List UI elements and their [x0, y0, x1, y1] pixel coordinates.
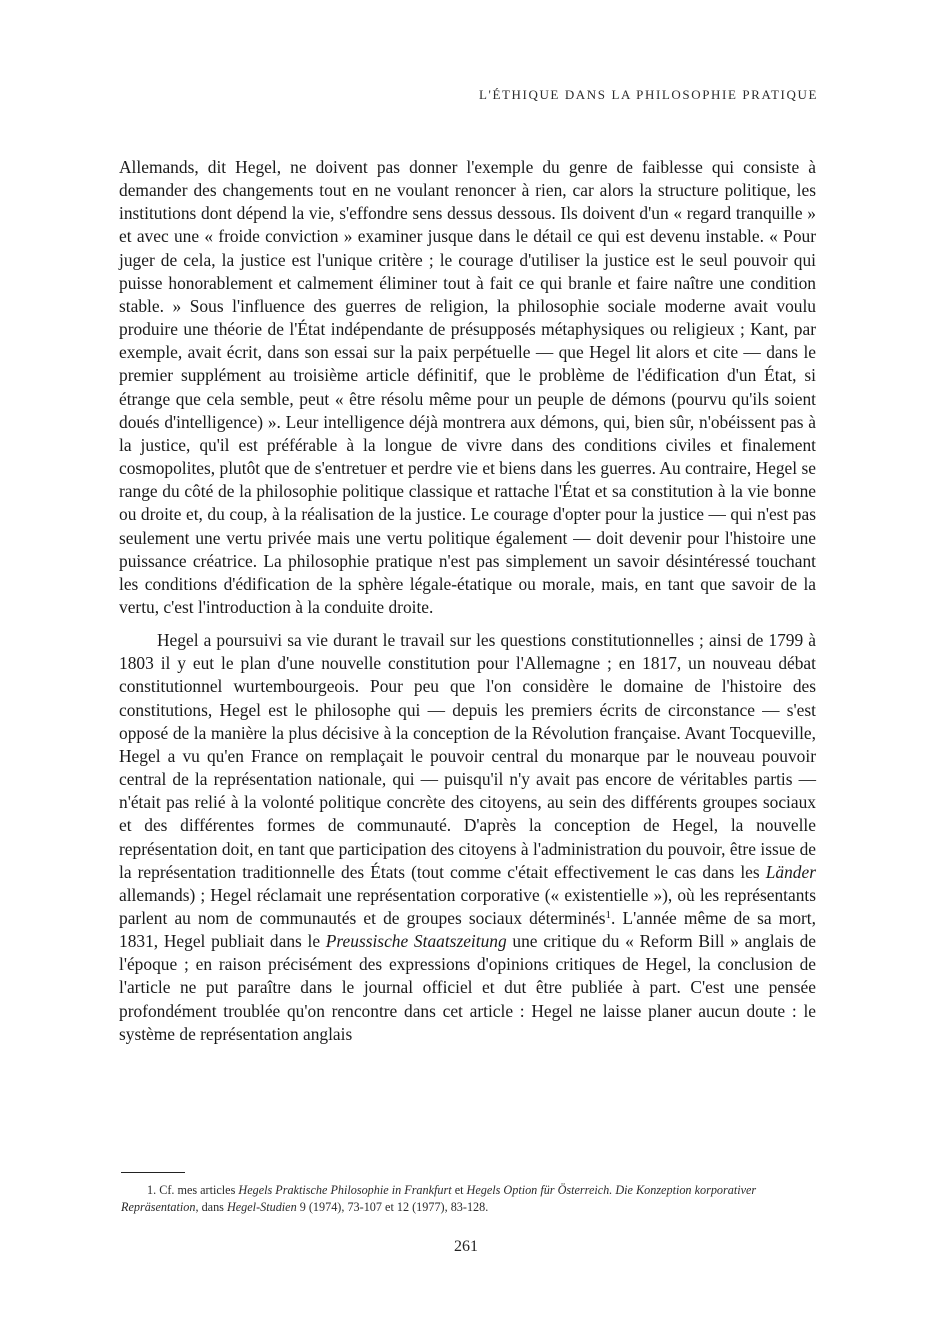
paragraph-2-part-2: allemands) ; Hegel réclamait une représentation corporative (« existentielle »), où les représentants parlent au nom de communautés et de groupes sociaux déterminés: [119, 884, 816, 928]
running-head: L'ÉTHIQUE DANS LA PHILOSOPHIE PRATIQUE: [478, 87, 818, 102]
footnote: [121, 1182, 824, 1216]
paragraph-2-italic-newspaper: Preussische Staatszeitung: [325, 931, 507, 952]
footnote-mid: , dans: [195, 1200, 227, 1214]
paragraph-2: [119, 629, 816, 1046]
footnote-reference[interactable]: 1: [605, 909, 611, 921]
body-text: [119, 156, 816, 1046]
page-number: 261: [454, 1238, 478, 1255]
footnote-journal: Hegel-Studien: [226, 1200, 297, 1214]
footnote-number: 1.: [147, 1183, 157, 1197]
paragraph-2-part-4: une critique du « Reform Bill » anglais de l'époque ; en raison précisément des expressions d'opinions critiques de Hegel, la conclusion de l'article ne put paraître dans le journal officiel et dut être publiée à part. C'est une pensée profondément troublée qu'on rencontre dans cet article : Hegel ne laisse planer aucun doute : le système de représentation anglais: [119, 931, 817, 1044]
footnote-divider: [121, 1172, 185, 1173]
paragraph-2-italic-lander: Länder: [765, 861, 816, 882]
footnote-conjunction: et: [451, 1183, 467, 1197]
paragraph-1: Allemands, dit Hegel, ne doivent pas donner l'exemple du genre de faiblesse qui consiste à demander des changements tout en ne voulant renoncer à rien, car alors la structure politique, les institutions dont dépend la vie, s'effondre sens dessus dessous. Ils doivent d'un « regard tranquille » et avec une « froide conviction » examiner jusque dans le détail ce qui est devenu instable. « Pour juger de cela, la justice est l'unique critère ; le courage d'utiliser la justice est le seul pouvoir qui puisse honorablement et calmement éliminer tout à fait ce qui branle et faire naître une condition stable. » Sous l'influence des guerres de religion, la philosophie sociale moderne avait voulu produire une théorie de l'État indépendante de présupposés métaphysiques ou religieux ; Kant, par exemple, avait écrit, dans son essai sur la paix perpétuelle — que Hegel lit alors et cite — dans le premier supplément au troisième article définitif, que le problème de l'édification d'un État, si étrange que cela semble, peut « être résolu même pour un peuple de démons (pourvu qu'ils soient doués d'intelligence) ». Leur intelligence déjà montrera aux démons, qui, bien sûr, n'obéissent pas à la justice, qu'il est préférable à la longue de vivre dans des conditions civiles et finalement cosmopolites, plutôt que de s'entretuer et perdre vie et biens dans les guerres. Au contraire, Hegel se range du côté de la philosophie politique classique et rattache l'État et sa constitution à la vie bonne ou droite et, du coup, à la réalisation de la justice. Le courage d'opter pour la justice — qui n'est pas seulement une vertu privée mais une vertu politique également — doit devenir pour l'histoire une puissance créatrice. La philosophie pratique n'est pas simplement un savoir désintéressé touchant les conditions d'édification de la sphère légale-étatique ou morale, mais, en tant que savoir de la vertu, c'est l'introduction à la conduite droite.: [119, 157, 816, 617]
footnote-title-2: Hegels Option für Österreich. Die Konzeption korporativer Repräsentation: [121, 1183, 757, 1214]
footnote-suffix: 9 (1974), 73-107 et 12 (1977), 83-128.: [296, 1200, 489, 1214]
footnote-title-1: Hegels Praktische Philosophie in Frankfurt: [238, 1183, 452, 1197]
footnote-prefix: Cf. mes articles: [159, 1183, 239, 1197]
paragraph-2-part-1: Hegel a poursuivi sa vie durant le travail sur les questions constitutionnelles ; ainsi de 1799 à 1803 il y eut le plan d'une nouvelle constitution pour l'Allemagne ; en 1817, un nouveau débat constitutionnel wurtembourgeois. Pour peu que l'on considère le domaine de l'histoire des constitutions, Hegel est le philosophe qui — depuis les premiers écrits de circonstance — s'est opposé de la manière la plus décisive à la conception de la Révolution française. Avant Tocqueville, Hegel a vu qu'en France on remplaçait le pouvoir central du monarque par le nouveau pouvoir central de la représentation nationale, qui — puisqu'il n'y avait pas encore de véritables partis — n'était pas relié à la volonté politique concrète des citoyens, au sein des différents groupes sociaux et des différentes formes de communauté. D'après la conception de Hegel, la nouvelle représentation doit, en tant que participation des citoyens à l'administration du pouvoir, être issue de la représentation traditionnelle des États (tout comme c'était effectivement le cas dans les: [119, 630, 816, 882]
paragraph-2-part-3: . L'année même de sa mort, 1831, Hegel publiait dans le: [119, 908, 816, 952]
